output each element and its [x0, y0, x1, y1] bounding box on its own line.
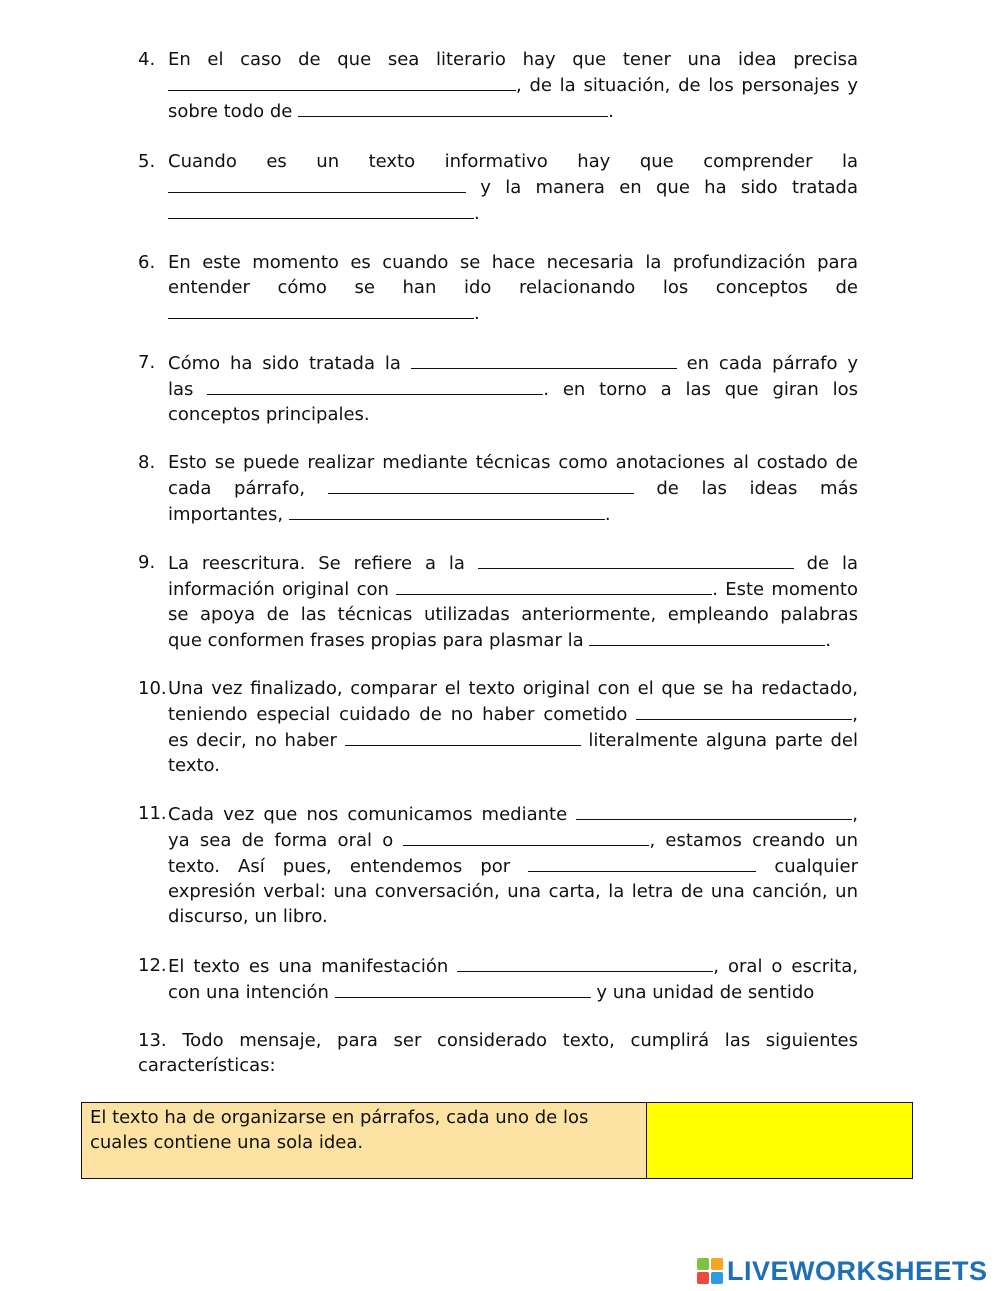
question-number: 4.: [138, 49, 156, 70]
question-line: se apoya de las técnicas utilizadas anteriormente, empleando palabras: [168, 604, 858, 625]
question-line: cada párrafo, de las ideas más: [168, 475, 858, 501]
question-line: Cómo ha sido tratada la en cada párrafo y: [168, 350, 858, 376]
question-line: y la manera en que ha sido tratada: [168, 174, 858, 200]
answer-blank[interactable]: [168, 200, 474, 219]
question-13: [138, 1028, 858, 1078]
answer-blank[interactable]: [168, 72, 516, 91]
characteristics-table: [81, 1102, 913, 1179]
answer-blank[interactable]: [335, 979, 591, 998]
question-line: La reescritura. Se refiere a la de la: [168, 550, 858, 576]
answer-blank[interactable]: [589, 627, 825, 646]
answer-blank[interactable]: [457, 953, 713, 972]
answer-blank[interactable]: [576, 801, 852, 820]
answer-blank[interactable]: [298, 98, 608, 117]
question-line: En el caso de que sea literario hay que tener una idea precisa: [168, 49, 858, 70]
question-line: Cuando es un texto informativo hay que comprender la: [168, 151, 858, 172]
question-line: teniendo especial cuidado de no haber cometido ,: [168, 701, 858, 727]
answer-blank[interactable]: [168, 300, 474, 319]
question-line: Cada vez que nos comunicamos mediante ,: [168, 801, 858, 827]
question-number: 8.: [138, 452, 156, 473]
question-line: Una vez finalizado, comparar el texto original con el que se ha redactado,: [168, 678, 858, 699]
logo-text: LIVEWORKSHEETS: [727, 1255, 988, 1286]
answer-blank[interactable]: [207, 376, 543, 395]
answer-blank[interactable]: [636, 701, 852, 720]
question-number: 12.: [138, 955, 167, 976]
answer-drop-cell[interactable]: [647, 1103, 913, 1179]
answer-blank[interactable]: [396, 576, 712, 595]
question-line: sobre todo de .: [168, 98, 858, 124]
question-5: [138, 149, 858, 226]
question-line: ya sea de forma oral o , estamos creando un: [168, 827, 858, 853]
question-line: En este momento es cuando se hace necesaria la profundización para: [168, 252, 858, 273]
answer-blank[interactable]: [289, 501, 605, 520]
question-10: [138, 676, 858, 778]
question-6: [138, 250, 858, 326]
question-line: que conformen frases propias para plasmar la .: [168, 627, 858, 653]
question-text: Todo mensaje, para ser considerado texto, cumplirá las siguientes características:: [138, 1030, 858, 1076]
answer-blank[interactable]: [478, 550, 794, 569]
question-line: con una intención y una unidad de sentido: [168, 979, 858, 1005]
answer-blank[interactable]: [328, 475, 634, 494]
answer-blank[interactable]: [528, 853, 756, 872]
statement-cell: El texto ha de organizarse en párrafos, cada uno de los cuales contiene una sola idea.: [82, 1103, 647, 1179]
question-number: 9.: [138, 552, 156, 573]
question-line: conceptos principales.: [168, 404, 370, 425]
question-line: texto. Así pues, entendemos por cualquier: [168, 853, 858, 879]
question-line: las . en torno a las que giran los: [168, 376, 858, 402]
question-line: expresión verbal: una conversación, una carta, la letra de una canción, un: [168, 881, 858, 902]
question-line: discurso, un libro.: [168, 906, 328, 927]
question-12: [138, 953, 858, 1005]
question-number: 6.: [138, 252, 156, 273]
question-line: es decir, no haber literalmente alguna parte del: [168, 727, 858, 753]
answer-blank[interactable]: [403, 827, 649, 846]
question-number: 13.: [138, 1030, 167, 1051]
question-4: [138, 47, 858, 124]
question-7: [138, 350, 858, 427]
question-number: 11.: [138, 803, 167, 824]
question-line: .: [168, 200, 858, 226]
answer-blank[interactable]: [168, 174, 466, 193]
answer-blank[interactable]: [411, 350, 677, 369]
question-number: 7.: [138, 352, 156, 373]
question-8: [138, 450, 858, 527]
table-row: [82, 1103, 913, 1179]
question-line: texto.: [168, 755, 220, 776]
question-number: 5.: [138, 151, 156, 172]
liveworksheets-logo: [697, 1256, 988, 1286]
question-11: [138, 801, 858, 929]
question-line: información original con . Este momento: [168, 576, 858, 602]
question-line: .: [168, 300, 858, 326]
answer-blank[interactable]: [345, 727, 581, 746]
question-number: 10.: [138, 678, 167, 699]
question-line: , de la situación, de los personajes y: [168, 72, 858, 98]
question-line: Esto se puede realizar mediante técnicas como anotaciones al costado de: [168, 452, 858, 473]
question-line: importantes, .: [168, 501, 858, 527]
question-9: [138, 550, 858, 653]
logo-blocks-icon: [697, 1258, 723, 1284]
question-line: entender cómo se han ido relacionando los conceptos de: [168, 277, 858, 298]
question-line: El texto es una manifestación , oral o escrita,: [168, 953, 858, 979]
